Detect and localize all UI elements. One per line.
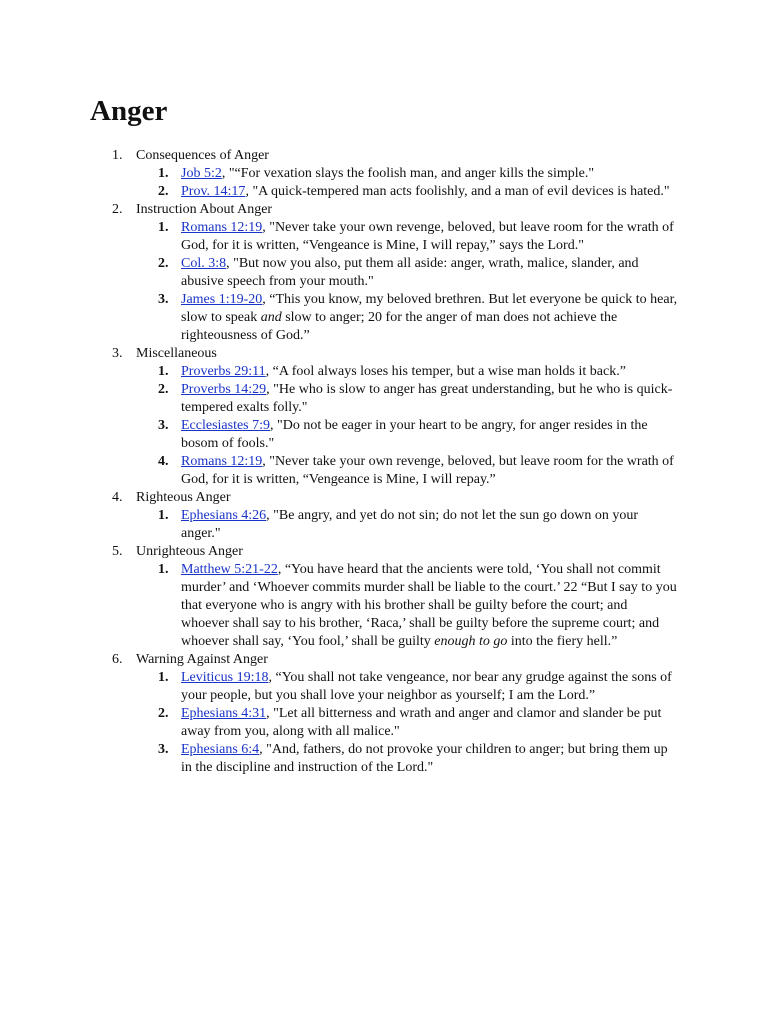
section-heading: Unrighteous Anger <box>136 544 243 559</box>
verse-item <box>158 219 678 255</box>
verse-number: 1. <box>158 508 169 523</box>
verse-number: 2. <box>158 256 169 271</box>
verse-number: 1. <box>158 670 169 685</box>
verse-number: 3. <box>158 292 169 307</box>
section-heading: Instruction About Anger <box>136 202 273 217</box>
verse-number: 4. <box>158 454 169 469</box>
verse-text: , “This you know, my beloved brethren. But let everyone be quick to hear, slow to speak <box>181 292 678 325</box>
verse-reference-link[interactable]: Ephesians 4:26 <box>181 508 267 523</box>
verse-number: 3. <box>158 742 169 757</box>
verse-item <box>158 255 678 291</box>
verse-reference-link[interactable]: Matthew 5:21-22 <box>181 562 278 577</box>
verse-item <box>158 561 678 651</box>
verse-number: 1. <box>158 166 169 181</box>
verse-reference-link[interactable]: Ephesians 4:31 <box>181 706 267 721</box>
verse-number: 1. <box>158 364 169 379</box>
verse-text: , "Never take your own revenge, beloved, but leave room for the wrath of God, for it is written, “Vengeance is Mine, I will repay,” says the Lord." <box>181 220 674 253</box>
section-instruction <box>112 201 696 345</box>
section-heading: Righteous Anger <box>136 490 231 505</box>
section-number: 1. <box>112 148 123 163</box>
verse-item <box>158 291 678 345</box>
section-number: 4. <box>112 490 123 505</box>
topic-outline <box>112 147 696 777</box>
verse-item <box>158 417 678 453</box>
verse-item <box>158 183 678 201</box>
verse-number: 1. <box>158 562 169 577</box>
section-number: 5. <box>112 544 123 559</box>
verse-item <box>158 741 678 777</box>
verse-text: , "Never take your own revenge, beloved, but leave room for the wrath of God, for it is written, “Vengeance is Mine, I will repay.” <box>181 454 674 487</box>
verse-text: , “You have heard that the ancients were told, ‘You shall not commit murder’ and ‘Whoever commits murder shall be liable to the court.’ 22 “But I say to you that everyone who is angry with his brother shall be guilty before the court; and whoever shall say to his brother, ‘Raca,’ shall be guilty before the supreme court; and whoever shall say, ‘You fool,’ shall be guilty <box>181 562 677 649</box>
verse-list <box>136 507 696 543</box>
verse-reference-link[interactable]: Romans 12:19 <box>181 220 263 235</box>
verse-text: , "He who is slow to anger has great understanding, but he who is quick-tempered exalts folly." <box>181 382 673 415</box>
verse-text: , "Do not be eager in your heart to be angry, for anger resides in the bosom of fools." <box>181 418 648 451</box>
section-heading: Warning Against Anger <box>136 652 268 667</box>
section-warning <box>112 651 696 777</box>
verse-text: , "A quick-tempered man acts foolishly, and a man of evil devices is hated." <box>245 184 670 199</box>
section-consequences <box>112 147 696 201</box>
verse-list <box>136 669 696 777</box>
verse-emphasis: enough to go <box>434 634 508 649</box>
verse-text: , "Let all bitterness and wrath and anger and clamor and slander be put away from you, along with all malice." <box>181 706 662 739</box>
verse-number: 2. <box>158 184 169 199</box>
verse-item <box>158 507 678 543</box>
verse-text: , "And, fathers, do not provoke your children to anger; but bring them up in the discipline and instruction of the Lord." <box>181 742 668 775</box>
verse-reference-link[interactable]: Ecclesiastes 7:9 <box>181 418 271 433</box>
verse-item <box>158 381 678 417</box>
section-righteous-anger <box>112 489 696 543</box>
verse-number: 2. <box>158 706 169 721</box>
section-heading: Consequences of Anger <box>136 148 269 163</box>
section-unrighteous-anger <box>112 543 696 651</box>
verse-text: , "“For vexation slays the foolish man, and anger kills the simple." <box>221 166 595 181</box>
verse-number: 1. <box>158 220 169 235</box>
verse-reference-link[interactable]: Leviticus 19:18 <box>181 670 269 685</box>
verse-item <box>158 669 678 705</box>
verse-number: 3. <box>158 418 169 433</box>
verse-reference-link[interactable]: Romans 12:19 <box>181 454 263 469</box>
verse-emphasis: and <box>260 310 282 325</box>
section-number: 3. <box>112 346 123 361</box>
verse-item <box>158 165 678 183</box>
verse-text: , "But now you also, put them all aside: anger, wrath, malice, slander, and abusive speech from your mouth." <box>181 256 639 289</box>
verse-list <box>136 219 696 345</box>
verse-text: into the fiery hell.” <box>507 634 618 649</box>
verse-list <box>136 363 696 489</box>
section-number: 6. <box>112 652 123 667</box>
section-number: 2. <box>112 202 123 217</box>
verse-text: slow to anger; 20 for the anger of man does not achieve the righteousness of God.” <box>181 310 618 343</box>
verse-text: , "Be angry, and yet do not sin; do not let the sun go down on your anger." <box>181 508 639 541</box>
verse-reference-link[interactable]: Ephesians 6:4 <box>181 742 260 757</box>
verse-reference-link[interactable]: Col. 3:8 <box>181 256 227 271</box>
verse-item <box>158 705 678 741</box>
verse-text: , “You shall not take vengeance, nor bear any grudge against the sons of your people, but you shall love your neighbor as yourself; I am the Lord.” <box>181 670 672 703</box>
section-heading: Miscellaneous <box>136 346 217 361</box>
verse-reference-link[interactable]: Proverbs 14:29 <box>181 382 267 397</box>
verse-item <box>158 453 678 489</box>
verse-list <box>136 165 696 201</box>
verse-reference-link[interactable]: Job 5:2 <box>181 166 222 181</box>
section-miscellaneous <box>112 345 696 489</box>
verse-reference-link[interactable]: James 1:19-20 <box>181 292 263 307</box>
verse-reference-link[interactable]: Prov. 14:17 <box>181 184 246 199</box>
verse-item <box>158 363 678 381</box>
verse-number: 2. <box>158 382 169 397</box>
verse-reference-link[interactable]: Proverbs 29:11 <box>181 364 266 379</box>
verse-text: , “A fool always loses his temper, but a wise man holds it back.” <box>265 364 626 379</box>
verse-list <box>136 561 696 651</box>
page-title: Anger <box>90 95 168 127</box>
